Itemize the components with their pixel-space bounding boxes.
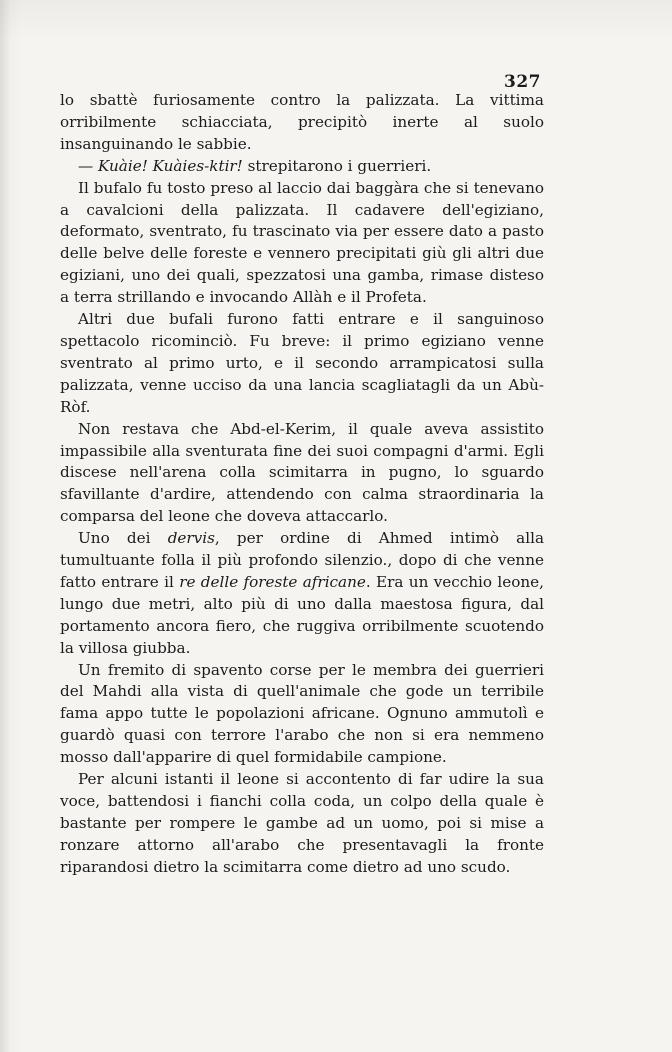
text-run: Per alcuni istanti il leone si accontento di far udire la sua voce, battendosi i fianchi colla coda, un colpo della quale è bastante per rompere le gambe ad un uomo, poi si mise a ronzare attorno all'arabo che presentavagli la fronte riparandosi dietro la scimitarra come dietro ad uno scudo. [60,770,544,876]
paragraph [60,156,544,178]
text-run: Altri due bufali furono fatti entrare e il sanguinoso spettacolo ricominciò. Fu breve: il primo egiziano venne sventrato al primo urto, e il secondo arrampicatosi sulla palizzata, venne ucciso da una lancia scagliatagli da un Abù-Ròf. [60,310,544,416]
text-run: . Era un vecchio leone, lungo due metri, alto più di uno dalla maestosa figura, dal portamento ancora fiero, che ruggiva orribilmente scuotendo la villosa giubba. [60,572,544,657]
text-run: Non restava che Abd-el-Kerim, il quale aveva assistito impassibile alla sventurata fine dei suoi compagni d'armi. Egli discese nell'arena colla scimitarra in pugno, lo sguardo sfavillante d'ardire, attendendo con calma straordinaria la comparsa del leone che doveva attaccarlo. [60,419,544,526]
italic-text: Kuàie! Kuàies-ktir! [98,156,243,175]
paragraph [60,660,544,770]
text-run: strepitarono i guerrieri. [242,156,432,175]
text-run: Uno dei [78,529,168,548]
paragraph [60,90,544,156]
text-run: , per ordine di Ahmed intimò alla tumultuante folla il più profondo silenzio., dopo di che venne fatto entrare il [60,529,544,591]
text-run: Il bufalo fu tosto preso al laccio dai baggàra che si tenevano a cavalcioni della palizzata. Il cadavere dell'egiziano, deformato, sventrato, fu trascinato via per essere dato a pasto delle belve delle foreste e vennero precipitati giù gli altri due egiziani, uno dei quali, spezzatosi una gamba, rimase disteso a terra strillando e invocando Allàh e il Profeta. [60,178,544,307]
italic-text: re delle foreste africane [179,572,366,591]
text-run: lo sbattè furiosamente contro la palizzata. La vittima orribilmente schiacciata, precipitò inerte al suolo insanguinando le sabbie. [60,91,544,153]
paragraph [60,178,544,309]
text-run: — [78,156,99,175]
paragraph [60,528,544,659]
paragraph [60,419,544,529]
paragraph [60,769,544,879]
paragraph [60,309,544,419]
italic-text: dervis [167,529,215,548]
body-text [60,90,544,879]
text-run: Un fremito di spavento corse per le membra dei guerrieri del Mahdi alla vista di quell'animale che gode un terribile fama appo tutte le popolazioni africane. Ognuno ammutolì e guardò quasi con terrore l'arabo che non si era nemmeno mosso dall'apparire di quel formidabile campione. [60,660,544,767]
page-number: 327 [504,72,541,92]
